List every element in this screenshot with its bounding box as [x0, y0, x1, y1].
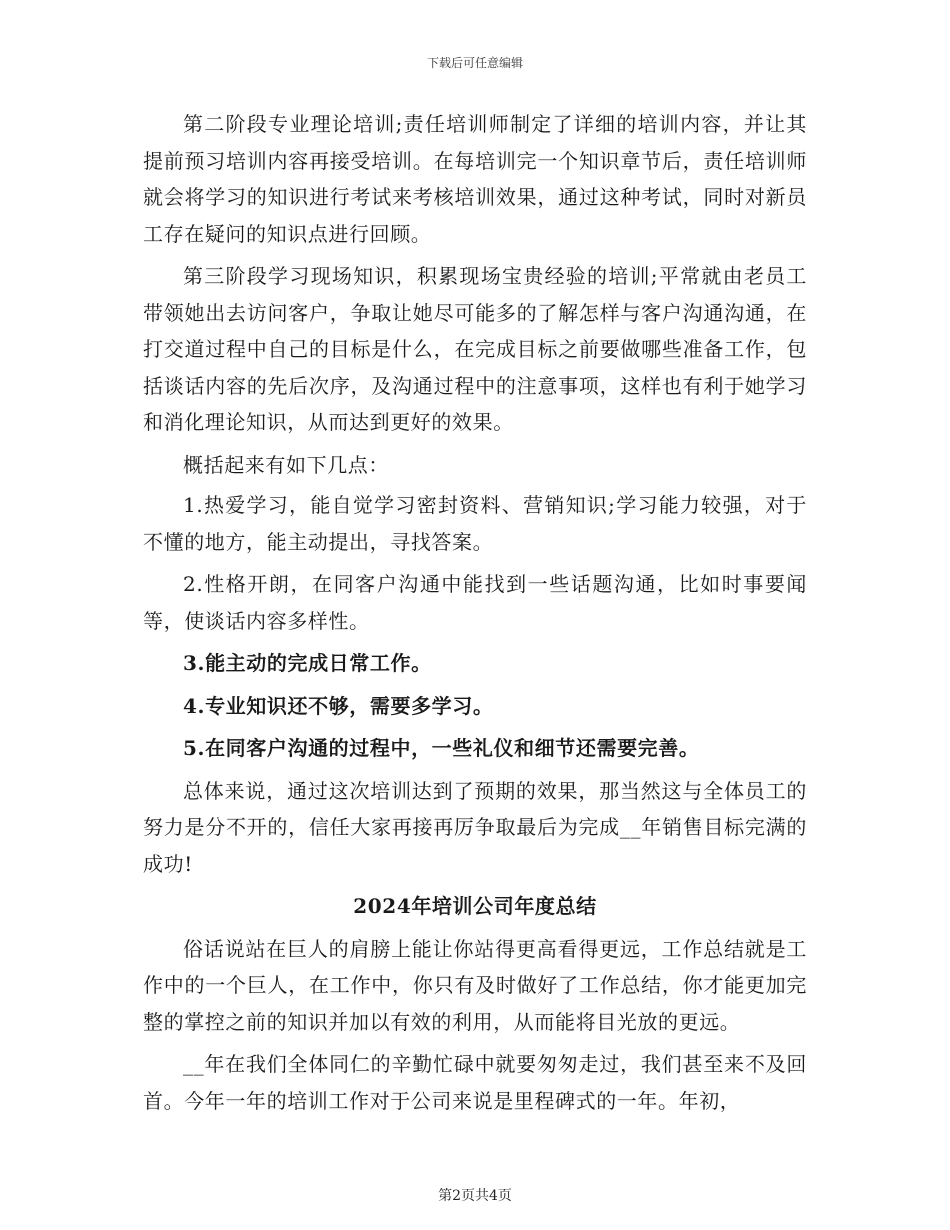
- section-title: 2024年培训公司年度总结: [353, 894, 597, 918]
- list-item-1: 1.热爱学习，能自觉学习密封资料、营销知识;学习能力较强，对于不懂的地方，能主动提出，寻找答案。: [143, 493, 807, 554]
- list-item-2: 2.性格开朗，在同客户沟通中能找到一些话题沟通，比如时事要闻等，使谈话内容多样性。: [143, 572, 807, 633]
- paragraph-conclusion: 总体来说，通过这次培训达到了预期的效果，那当然这与全体员工的努力是分不开的，信任大家再接再厉争取最后为完成__年销售目标完满的成功!: [143, 778, 807, 876]
- document-body: [143, 106, 807, 1125]
- paragraph-stage-three: 第三阶段学习现场知识，积累现场宝贵经验的培训;平常就由老员工带领她出去访问客户，争取让她尽可能多的了解怎样与客户沟通沟通，在打交道过程中自己的目标是什么，在完成目标之前要做哪些准备工作，包括谈话内容的先后次序，及沟通过程中的注意事项，这样也有利于她学习和消化理论知识，从而达到更好的效果。: [143, 264, 807, 434]
- list-item-3: 3.能主动的完成日常工作。: [183, 651, 432, 675]
- list-item-4: 4.专业知识还不够，需要多学习。: [183, 693, 494, 718]
- paragraph-stage-two: 第二阶段专业理论培训;责任培训师制定了详细的培训内容，并让其提前预习培训内容再接受培训。在每培训完一个知识章节后，责任培训师就会将学习的知识进行考试来考核培训效果，通过这种考试，同时对新员工存在疑问的知识点进行回顾。: [143, 112, 807, 246]
- paragraph-proverb: 俗话说站在巨人的肩膀上能让你站得更高看得更远，工作总结就是工作中的一个巨人，在工作中，你只有及时做好了工作总结，你才能更加完整的掌控之前的知识并加以有效的利用，从而能将目光放的更远。: [143, 936, 807, 1034]
- page-header: 下载后可任意编辑: [426, 56, 523, 70]
- page-footer: 第2页共4页: [438, 1188, 512, 1204]
- paragraph-summary-intro: 概括起来有如下几点：: [183, 452, 389, 477]
- list-item-5: 5.在同客户沟通的过程中，一些礼仪和细节还需要完善。: [183, 736, 700, 760]
- paragraph-year-review: __年在我们全体同仁的辛勤忙碌中就要匆匆走过，我们甚至来不及回首。今年一年的培训工作对于公司来说是里程碑式的一年。年初，: [143, 1052, 807, 1113]
